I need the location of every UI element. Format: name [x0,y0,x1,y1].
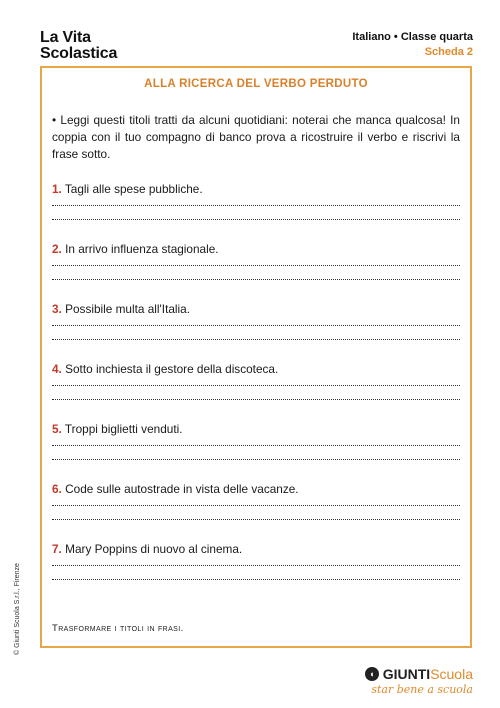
answer-line[interactable] [52,445,460,446]
exercise-sentence [52,180,460,196]
exercise-text: Tagli alle spese pubbliche. [61,182,203,196]
exercise-item [52,420,460,480]
brand-name [365,666,473,682]
answer-line[interactable] [52,579,460,580]
exercise-text: Possibile multa all'Italia. [61,302,190,316]
worksheet-title: ALLA RICERCA DEL VERBO PERDUTO [144,78,368,90]
exercise-item [52,480,460,540]
answer-line[interactable] [52,265,460,266]
publisher-brand [365,666,473,696]
exercise-item [52,180,460,240]
exercise-sentence [52,540,460,556]
answer-line[interactable] [52,565,460,566]
logo-word-colastica: colastica [50,45,118,62]
exercise-text: In arrivo influenza stagionale. [61,242,219,256]
exercise-item [52,240,460,300]
answer-line[interactable] [52,505,460,506]
logo-word-vita: Vita [62,29,91,46]
brand-name-scuola: Scuola [430,666,473,682]
exercise-sentence [52,420,460,436]
logo-line-1 [40,30,117,46]
exercise-item [52,360,460,420]
answer-line[interactable] [52,339,460,340]
instructions: • Leggi questi titoli tratti da alcuni quotidiani: noterai che manca qualcosa! In coppia con il tuo compagno di banco prova a ricostruire il verbo e riscrivi la frase sotto. [52,113,460,161]
exercise-sentence [52,240,460,256]
exercise-text: Troppi biglietti venduti. [61,422,183,436]
exercise-item [52,540,460,600]
brand-tagline: star bene a scuola [371,683,473,696]
answer-line[interactable] [52,325,460,326]
answer-line[interactable] [52,219,460,220]
answer-line[interactable] [52,385,460,386]
logo-initial-s: S [40,45,51,62]
exercise-text: Mary Poppins di nuovo al cinema. [61,542,243,556]
exercise-number: 4. [52,362,62,376]
exercise-sentence [52,480,460,496]
answer-line[interactable] [52,399,460,400]
exercise-number: 5. [52,422,62,436]
giunti-logo-icon: ◖ [365,667,379,681]
sheet-label: Scheda 2 [424,46,473,58]
subject-header [352,30,473,60]
brand-name-giunti: GIUNTI [382,666,431,682]
exercise-number: 7. [52,542,62,556]
logo-word-la: La [40,29,63,46]
exercise-number: 3. [52,302,62,316]
answer-line[interactable] [52,205,460,206]
logo-line-2 [40,46,117,62]
worksheet-frame [40,66,472,648]
answer-line[interactable] [52,519,460,520]
answer-line[interactable] [52,459,460,460]
exercise-sentence [52,360,460,376]
exercise-list [52,180,460,600]
copyright-note: © Giunti Scuola S.r.l., Firenze [14,563,21,655]
magazine-logo [40,30,117,62]
exercise-number: 2. [52,242,62,256]
exercise-number: 6. [52,482,62,496]
exercise-item [52,300,460,360]
exercise-text: Sotto inchiesta il gestore della discoteca. [61,362,279,376]
subject-label: Italiano • Classe quarta [352,31,473,43]
exercise-text: Code sulle autostrade in vista delle vacanze. [61,482,299,496]
exercise-sentence [52,300,460,316]
footer-note: Trasformare i titoli in frasi. [52,623,184,634]
answer-line[interactable] [52,279,460,280]
exercise-number: 1. [52,182,62,196]
